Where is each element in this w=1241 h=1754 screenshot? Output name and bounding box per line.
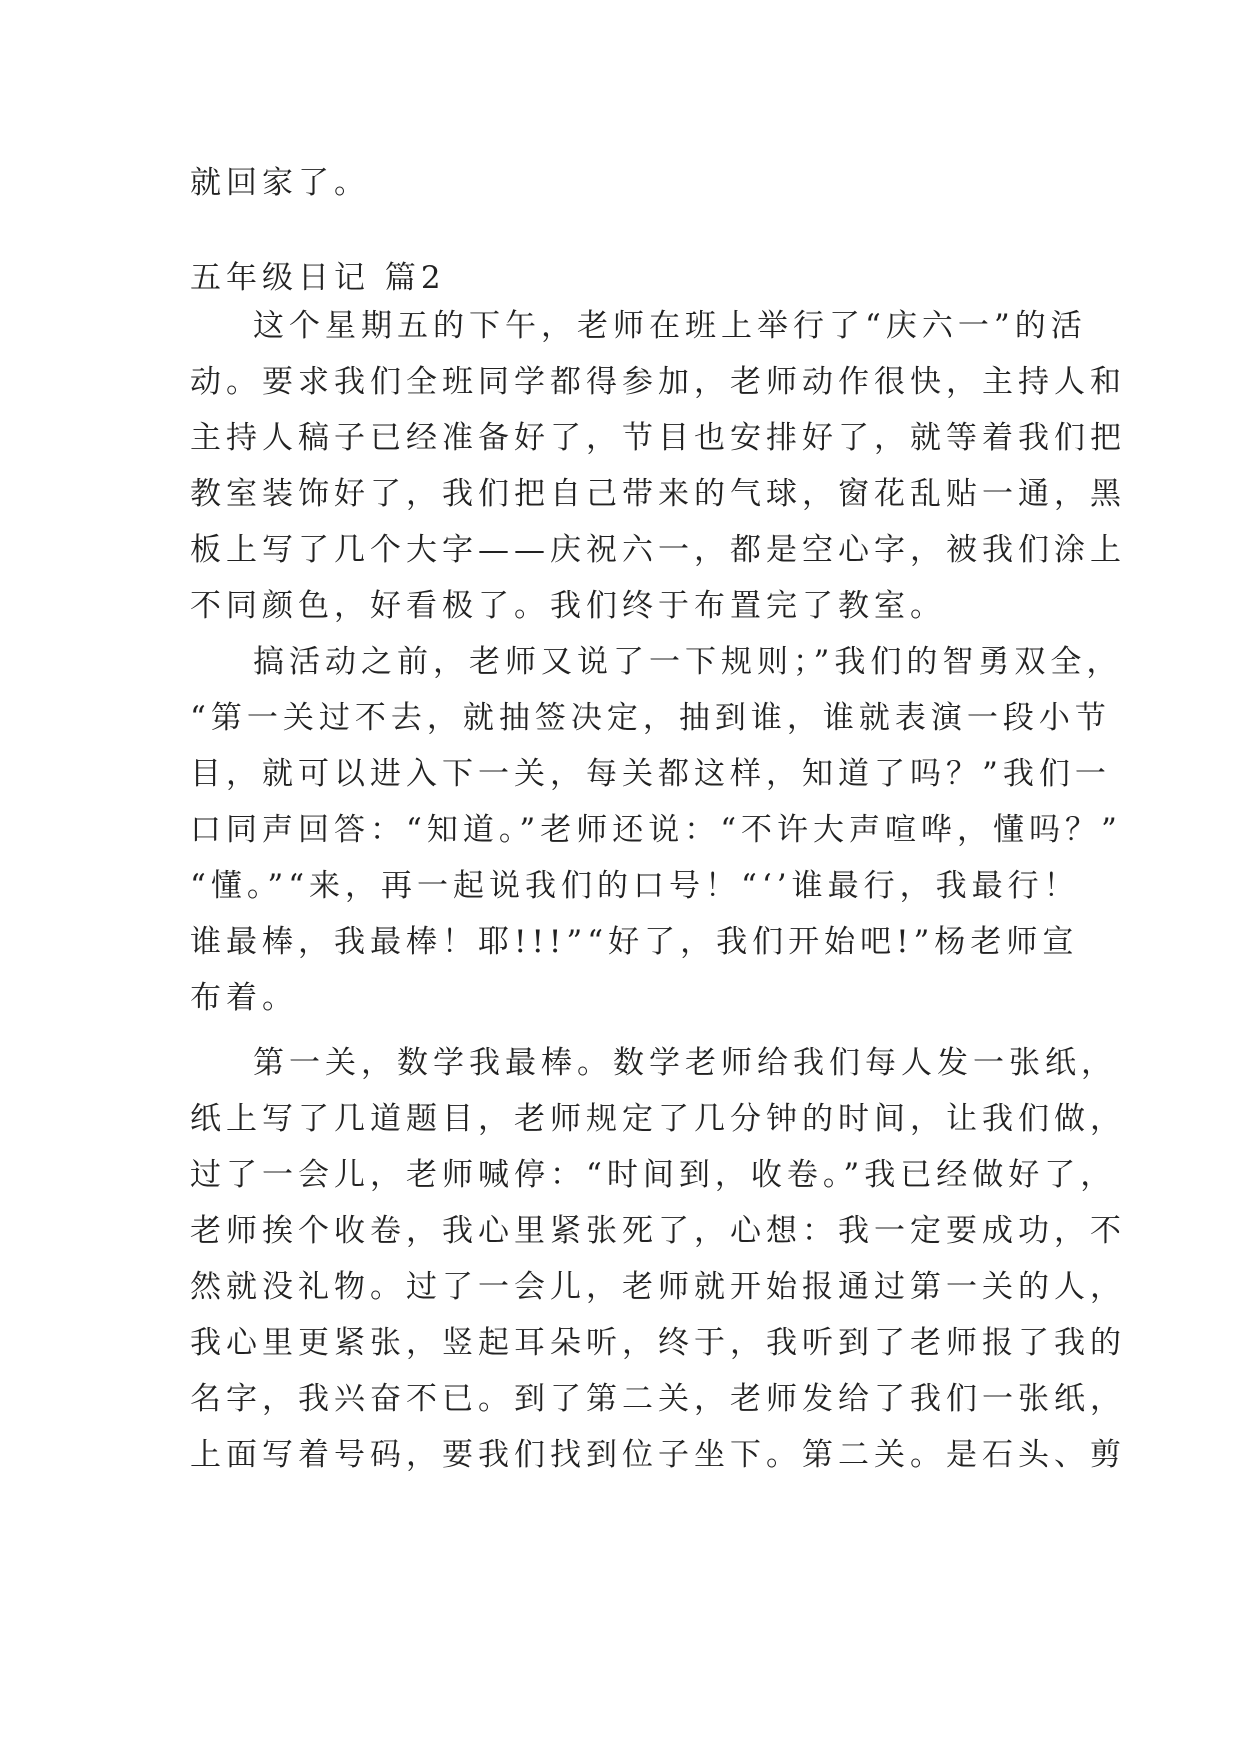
text-line: 上面写着号码，要我们找到位子坐下。第二关。是石头、剪 (190, 1437, 1126, 1473)
text-line: 我心里更紧张，竖起耳朵听，终于，我听到了老师报了我的 (190, 1325, 1126, 1361)
text-line: “第一关过不去，就抽签决定，抽到谁，谁就表演一段小节 (190, 700, 1111, 736)
text-line: 就回家了。 (190, 165, 370, 201)
text-line: 老师挨个收卷，我心里紧张死了，心想：我一定要成功，不 (190, 1213, 1126, 1249)
text-line: 纸上写了几道题目，老师规定了几分钟的时间，让我们做， (190, 1101, 1126, 1137)
section-heading: 五年级日记 篇2 (190, 260, 446, 296)
text-line: 板上写了几个大字——庆祝六一，都是空心字，被我们涂上 (190, 532, 1126, 568)
text-line: 搞活动之前，老师又说了一下规则；”我们的智勇双全， (253, 644, 1123, 680)
text-line: 目，就可以进入下一关，每关都这样，知道了吗？”我们一 (190, 756, 1111, 792)
text-line: 第一关，数学我最棒。数学老师给我们每人发一张纸， (253, 1045, 1117, 1081)
text-line: 动。要求我们全班同学都得参加，老师动作很快，主持人和 (190, 364, 1126, 400)
text-line: 名字，我兴奋不已。到了第二关，老师发给了我们一张纸， (190, 1381, 1126, 1417)
text-line: 过了一会儿，老师喊停：“时间到，收卷。”我已经做好了， (190, 1157, 1117, 1193)
text-line: 不同颜色，好看极了。我们终于布置完了教室。 (190, 588, 946, 624)
text-line: 布着。 (190, 980, 298, 1016)
text-line: 这个星期五的下午，老师在班上举行了“庆六一”的活 (253, 308, 1087, 344)
text-line: 然就没礼物。过了一会儿，老师就开始报通过第一关的人， (190, 1269, 1126, 1305)
text-line: 谁最棒，我最棒！耶!!!”“好了，我们开始吧!”杨老师宣 (190, 924, 1079, 960)
text-line: 口同声回答：“知道。”老师还说：“不许大声喧哗，懂吗？” (190, 812, 1122, 848)
text-line: 教室装饰好了，我们把自己带来的气球，窗花乱贴一通，黑 (190, 476, 1126, 512)
text-line: 主持人稿子已经准备好了，节目也安排好了，就等着我们把 (190, 420, 1126, 456)
text-line: “懂。”“来，再一起说我们的口号！“‘’谁最行，我最行！ (190, 868, 1080, 904)
